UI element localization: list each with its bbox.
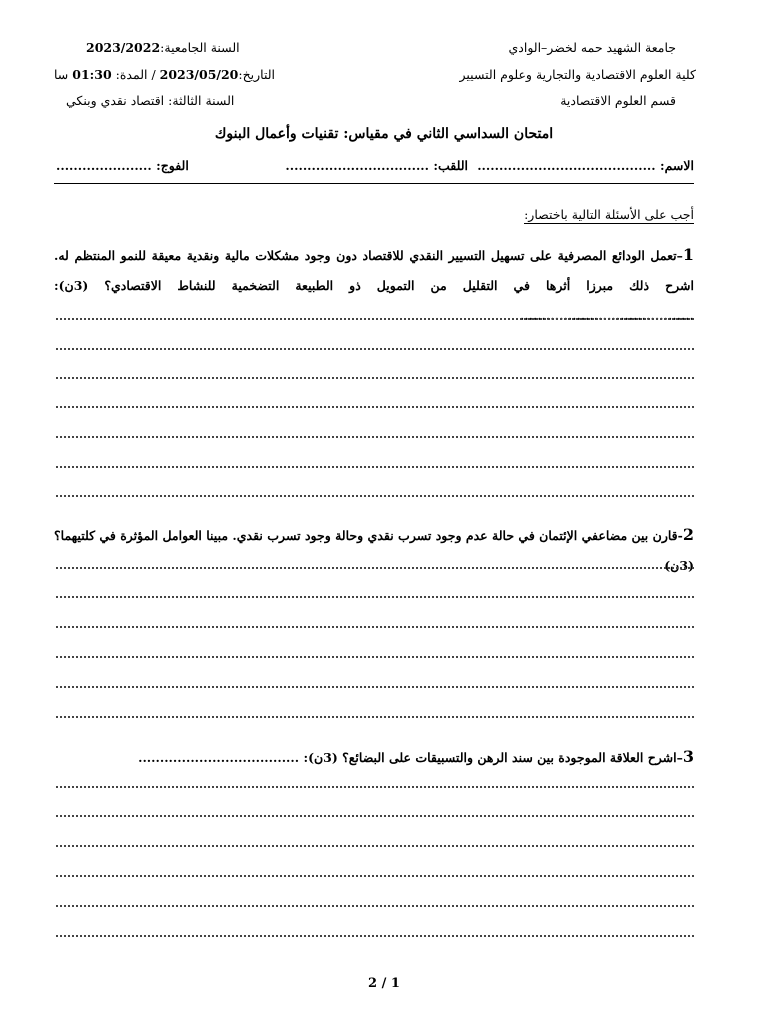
question-2 xyxy=(54,520,694,581)
answer-line xyxy=(56,436,694,438)
question-number: 3 xyxy=(682,747,694,766)
answer-line xyxy=(56,348,694,350)
answer-line xyxy=(56,377,694,379)
answer-line xyxy=(56,815,694,817)
student-group-field: الفوج: ...................... xyxy=(56,158,189,173)
answer-line xyxy=(56,875,694,877)
duration-value: 01:30 xyxy=(72,67,112,82)
date-duration xyxy=(54,67,275,82)
answer-line xyxy=(56,626,694,628)
question-text: -قارن بين مضاعفي الإئتمان في حالة عدم وجود تسرب نقدي وحالة وجود تسرب نقدي. مبينا العوامل المؤثرة في كلتيهما؟ (3ن) xyxy=(54,528,694,573)
answer-line xyxy=(56,905,694,907)
answer-line xyxy=(56,656,694,658)
question-3 xyxy=(54,742,694,773)
student-name-field: الاسم: ......................................... xyxy=(477,158,694,173)
instructions: أجب على الأسئلة التالية باختصار: xyxy=(524,207,694,222)
answer-line xyxy=(56,495,694,497)
answer-line xyxy=(56,786,694,788)
question-number: 1 xyxy=(682,245,694,264)
university-name: جامعة الشهيد حمه لخضر–الوادي xyxy=(508,40,676,55)
answer-line xyxy=(56,466,694,468)
answer-line xyxy=(56,686,694,688)
answer-line xyxy=(56,596,694,598)
answer-line xyxy=(56,716,694,718)
exam-title: امتحان السداسي الثاني في مقياس: تقنيات وأعمال البنوك xyxy=(214,126,554,142)
question-number: 2 xyxy=(682,525,694,544)
date-label: التاريخ: xyxy=(238,67,276,82)
date-value: 2023/05/20 xyxy=(159,67,239,82)
duration-unit: سا xyxy=(54,67,73,82)
answer-line xyxy=(56,318,694,320)
academic-year-label: السنة الجامعية: xyxy=(160,40,240,55)
duration-label: / المدة: xyxy=(111,67,160,82)
academic-year-value: 2023/2022 xyxy=(86,40,161,55)
header-divider xyxy=(54,183,694,184)
page-number: 2 / 1 xyxy=(368,976,400,991)
academic-year xyxy=(86,40,240,55)
answer-line xyxy=(56,567,694,569)
question-text: –اشرح العلاقة الموجودة بين سند الرهن والتسبيقات على البضائع؟ (3ن): ..................................... xyxy=(138,750,683,765)
answer-line xyxy=(56,406,694,408)
faculty-name: كلية العلوم الاقتصادية والتجارية وعلوم التسيير xyxy=(459,67,696,82)
department-name: قسم العلوم الاقتصادية xyxy=(560,93,676,108)
answer-line xyxy=(56,845,694,847)
level-specialty: السنة الثالثة: اقتصاد نقدي وبنكي xyxy=(66,93,235,108)
question-text: –تعمل الودائع المصرفية على تسهيل التسيير النقدي للاقتصاد دون وجود مشكلات مالية ونقدية معيقة للنمو المنتظم له. اشرح ذلك مبرزا أثرها في التقليل من التمويل ذو الطبيعة التضخمية للنشاط الاقتصادي؟ (3ن): ........................................ xyxy=(54,248,694,323)
answer-line xyxy=(56,935,694,937)
student-surname-field: اللقب: ................................. xyxy=(285,158,468,173)
